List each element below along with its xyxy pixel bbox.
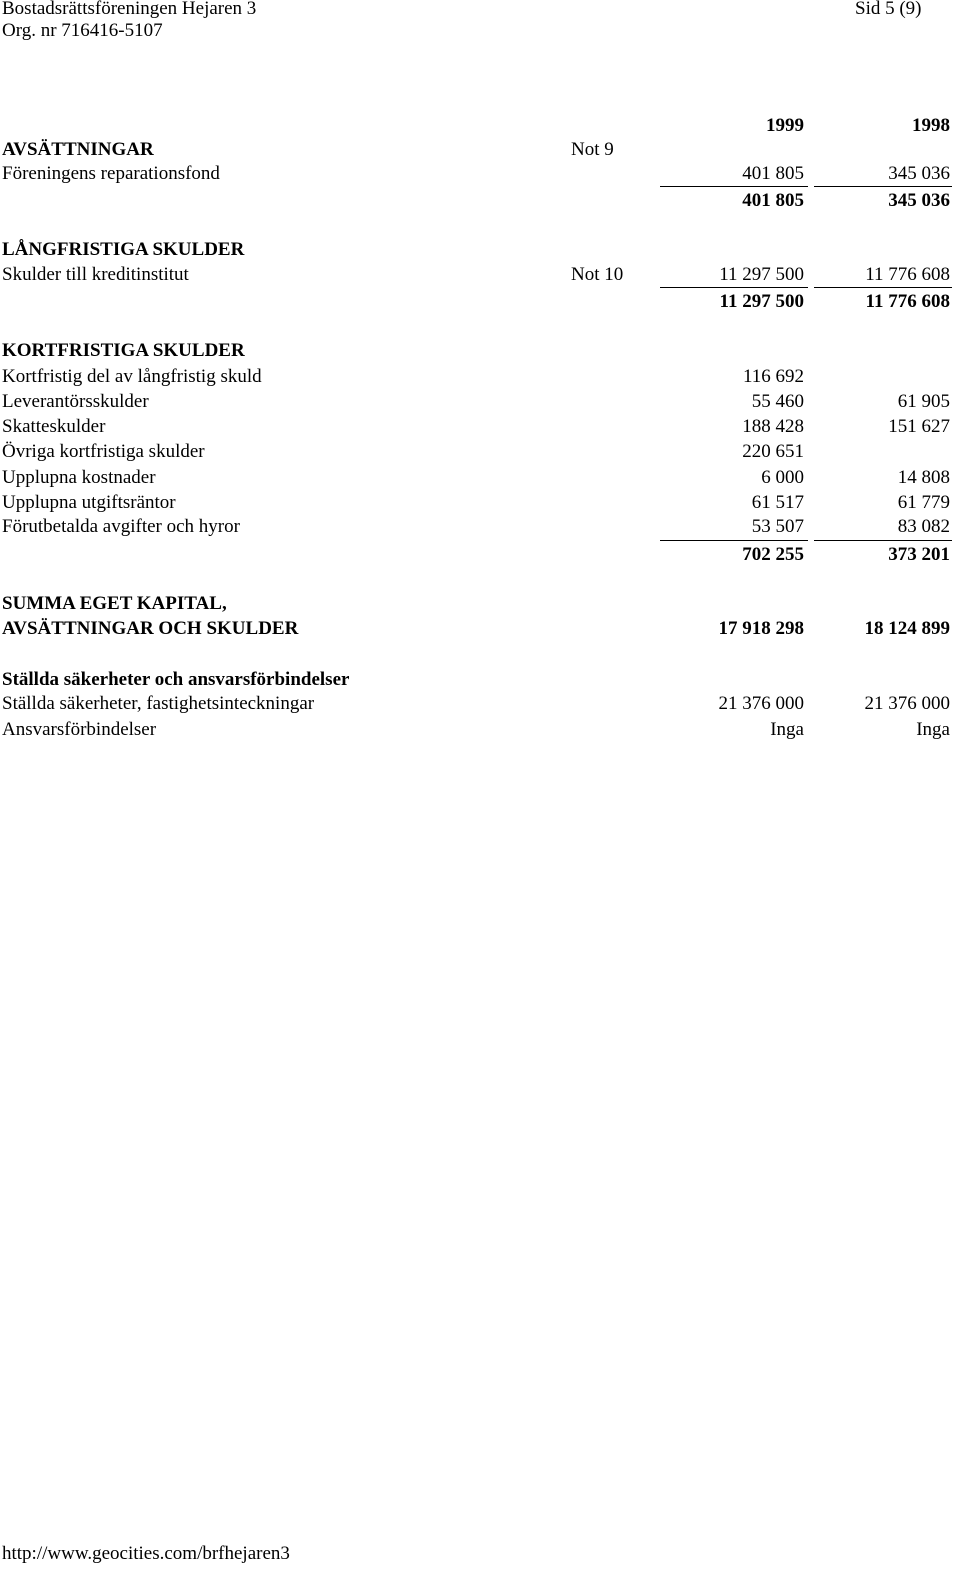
column-header-1999: 1999	[766, 115, 804, 136]
row-value-1998: 61 779	[897, 492, 950, 513]
row-value-1998: 14 808	[897, 467, 950, 488]
subtotal-1999: 401 805	[742, 190, 804, 211]
row-label: Leverantörsskulder	[2, 391, 149, 412]
subtotal-1998: 373 201	[888, 544, 950, 565]
footer-url: http://www.geocities.com/brfhejaren3	[2, 1543, 290, 1564]
total-rule	[814, 287, 952, 288]
row-value-1998: 83 082	[897, 516, 950, 537]
row-value-1998: Inga	[916, 719, 950, 740]
row-value-1998: 61 905	[897, 391, 950, 412]
column-header-1998: 1998	[912, 115, 950, 136]
row-value-1999: 21 376 000	[718, 693, 804, 714]
org-number: Org. nr 716416-5107	[2, 20, 163, 41]
row-value-1999: 401 805	[742, 163, 804, 184]
total-rule	[660, 186, 808, 187]
row-value-1999: 53 507	[751, 516, 804, 537]
subtotal-1999: 702 255	[742, 544, 804, 565]
section-heading-stallda: Ställda säkerheter och ansvarsförbindelser	[2, 669, 350, 690]
row-label: Kortfristig del av långfristig skuld	[2, 366, 262, 387]
row-value-1999: Inga	[770, 719, 804, 740]
org-name: Bostadsrättsföreningen Hejaren 3	[2, 0, 257, 19]
note-reference: Not 10	[571, 264, 624, 285]
total-rule	[660, 540, 808, 541]
row-label: Upplupna kostnader	[2, 467, 156, 488]
section-heading-avsattningar: AVSÄTTNINGAR	[2, 139, 154, 160]
row-value-1999: 6 000	[761, 467, 804, 488]
note-reference: Not 9	[571, 139, 614, 160]
section-heading-langfristiga: LÅNGFRISTIGA SKULDER	[2, 239, 245, 260]
row-label: Skulder till kreditinstitut	[2, 264, 189, 285]
row-label: Upplupna utgiftsräntor	[2, 492, 176, 513]
page-number: Sid 5 (9)	[855, 0, 922, 19]
row-label: Ansvarsförbindelser	[2, 719, 157, 740]
row-value-1999: 220 651	[742, 441, 804, 462]
total-rule	[814, 186, 952, 187]
row-label: Föreningens reparationsfond	[2, 163, 220, 184]
subtotal-1998: 11 776 608	[865, 291, 950, 312]
grand-total-label-line1: SUMMA EGET KAPITAL,	[2, 593, 227, 614]
row-value-1999: 116 692	[742, 366, 804, 387]
row-value-1999: 11 297 500	[719, 264, 804, 285]
row-value-1998: 11 776 608	[865, 264, 950, 285]
row-value-1999: 188 428	[742, 416, 804, 437]
grand-total-label-line2: AVSÄTTNINGAR OCH SKULDER	[2, 618, 299, 639]
row-value-1998: 345 036	[888, 163, 950, 184]
row-value-1999: 61 517	[751, 492, 804, 513]
subtotal-1998: 345 036	[888, 190, 950, 211]
section-heading-kortfristiga: KORTFRISTIGA SKULDER	[2, 340, 245, 361]
row-label: Förutbetalda avgifter och hyror	[2, 516, 240, 537]
total-rule	[660, 287, 808, 288]
row-label: Ställda säkerheter, fastighetsinteckningar	[2, 693, 315, 714]
row-value-1999: 55 460	[751, 391, 804, 412]
subtotal-1999: 11 297 500	[719, 291, 804, 312]
row-label: Skatteskulder	[2, 416, 106, 437]
grand-total-1999: 17 918 298	[718, 618, 804, 639]
grand-total-1998: 18 124 899	[864, 618, 950, 639]
total-rule	[814, 540, 952, 541]
row-label: Övriga kortfristiga skulder	[2, 441, 205, 462]
row-value-1998: 21 376 000	[864, 693, 950, 714]
row-value-1998: 151 627	[888, 416, 950, 437]
